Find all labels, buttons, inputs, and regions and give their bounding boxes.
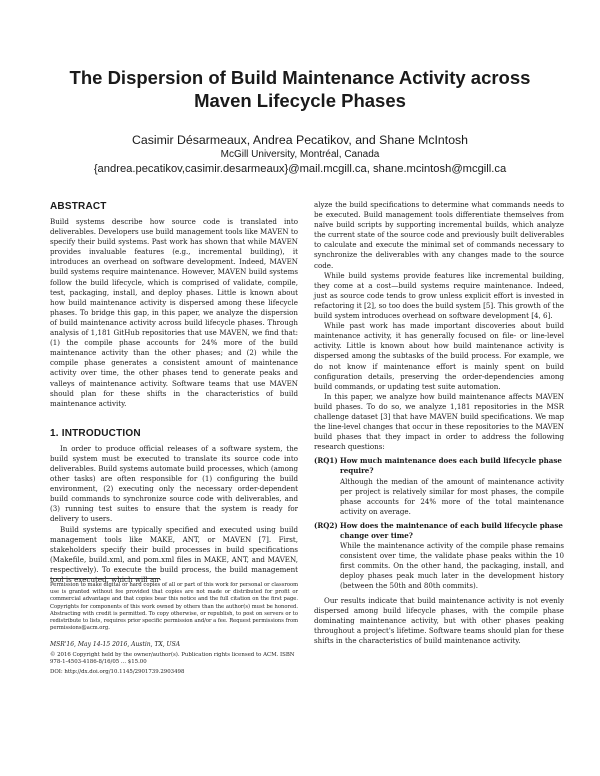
doi-link[interactable]: DOI: http://dx.doi.org/10.1145/2901739.2903498 [50,669,185,675]
research-question-2 [314,521,564,592]
intro-paragraph-1: In order to produce official releases of a software system, the build system must be executed to translate its source code into deliverables. Build systems automate build processes, which (among other tasks) are often responsible for (1) configuring the build environment, (2) executing only the necessary order-dependent build commands to synchronize source code with deliverables, and (3) running test suites to ensure that the system is ready for delivery to users. [50,443,298,524]
footnote-rule [50,578,160,579]
author-list: Casimir Désarmeaux, Andrea Pecatikov, and Shane McIntosh [131,133,469,147]
rq1-tag: (RQ1) [314,456,338,466]
paper-title: The Dispersion of Build Maintenance Activity across Maven Lifecycle Phases [69,67,531,111]
affiliation: McGill University, Montréal, Canada [220,149,380,160]
right-paragraph-4: In this paper, we analyze how build maintenance affects MAVEN build phases. To do so, we analyze 1,181 repositories in the MSR challenge dataset [3] that have MAVEN build specifications. We map the line-level changes that occur in these repositories to the MAVEN build phases that they impact in order to address the following research questions: [314,391,564,452]
left-column [50,200,298,585]
conference-info: MSR'16, May 14-15 2016, Austin, TX, USA [50,641,181,648]
right-paragraph-3: While past work has made important discoveries about build maintenance activity, it has generally focused on file- or line-level activity. Little is known about how build maintenance activity is dispersed among the subtasks of the build process. For example, we do not know if maintenance effort is mainly spent on build configuration details, preserving the order-dependencies among build commands, or updating test suite automation. [314,321,564,391]
rq2-question: How does the maintenance of each build lifecycle phase change over time? [340,520,563,540]
abstract-heading: ABSTRACT [50,201,107,212]
right-paragraph-5: Our results indicate that build maintenance activity is not evenly dispersed among build lifecycle phases, with the compile phase dominating maintenance activity, but with other phases peaking throughout a project's lifetime. Software teams should plan for these shifts in the characteristics of build maintenance activity. [314,595,564,645]
right-column [314,200,564,646]
permission-notice: Permission to make digital or hard copies of all or part of this work for personal or classroom use is granted without fee provided that copies are not made or distributed for profit or commercial advantage and that copies bear this notice and the full citation on the first page. Copyrights for components of this work owned by others than the author(s) must be honored. Abstracting with credit is permitted. To copy otherwise, or republish, to post on servers or to redistribute to lists, requires prior specific permission and/or a fee. Request permissions from permissions@acm.org. [50,582,298,632]
author-emails: {andrea.pecatikov,casimir.desarmeaux}@mail.mcgill.ca, shane.mcintosh@mcgill.ca [93,163,507,175]
intro-paragraph-2: Build systems are typically specified and executed using build management tools like MAKE, ANT, or MAVEN [7]. First, stakeholders specify their build processes in build specifications (Makefile, build.xml, and pom.xml files in MAKE, ANT, and MAVEN, respectively). To execute the build process, the build management tool is executed, which will an- [50,524,298,584]
rq1-question: How much maintenance does each build lifecycle phase require? [340,456,562,476]
rq2-answer: While the maintenance activity of the compile phase remains consistent over time, the validate phase peaks within the 10 first commits. On the other hand, the packaging, install, and deploy phases peak much later in the development history (between the 50th and 80th commits). [340,541,564,591]
rq1-answer: Although the median of the amount of maintenance activity per project is relatively similar for most phases, the compile phase accounts for 24% more of the total maintenance activity on average. [340,476,564,516]
right-paragraph-1: alyze the build specifications to determine what commands needs to be executed. Build management tools differentiate themselves from naïve build scripts by supporting incremental builds, which analyze the current state of the source code and previously built deliverables to calculate and execute the minimal set of commands necessary to synchronize the deliverables with any changes made to the source code. [314,200,564,270]
introduction-heading: 1. INTRODUCTION [50,427,141,439]
research-question-1 [314,456,564,517]
rq2-tag: (RQ2) [314,520,338,530]
abstract-text: Build systems describe how source code is translated into deliverables. Developers use build management tools like MAVEN to specify their build systems. Past work has shown that while MAVEN provides invaluable features (e.g., incremental building), it introduces an overhead on software development. Indeed, MAVEN build systems require maintenance. However, MAVEN build systems follow the build lifecycle, which is comprised of validate, compile, test, packaging, install, and deploy phases. Little is known about how build maintenance activity is dispersed among these lifecycle phases. To bridge this gap, in this paper, we analyze the dispersion of build maintenance activity across build lifecycle phases. Through analysis of 1,181 GitHub repositories that use MAVEN, we find that: (1) the compile phase accounts for 24% more of the build maintenance activity than the other phases; and (2) while the compile phase generates a consistent amount of maintenance activity over time, the other phases tend to generate peaks and valleys of maintenance activity. Software teams that use MAVEN should plan for these shifts in the characteristics of build maintenance activity. [50,217,298,408]
right-paragraph-2: While build systems provide features like incremental building, they come at a cost—build systems require maintenance. Indeed, just as source code tends to grow unless explicit effort is invested in refactoring it [2], so too does the build system [5]. This growth of the build system introduces overhead on software development [4, 6]. [314,270,564,321]
copyright-notice: © 2016 Copyright held by the owner/author(s). Publication rights licensed to ACM. ISBN 978-1-4503-4186-8/16/05 ... $15.00 [50,652,295,666]
